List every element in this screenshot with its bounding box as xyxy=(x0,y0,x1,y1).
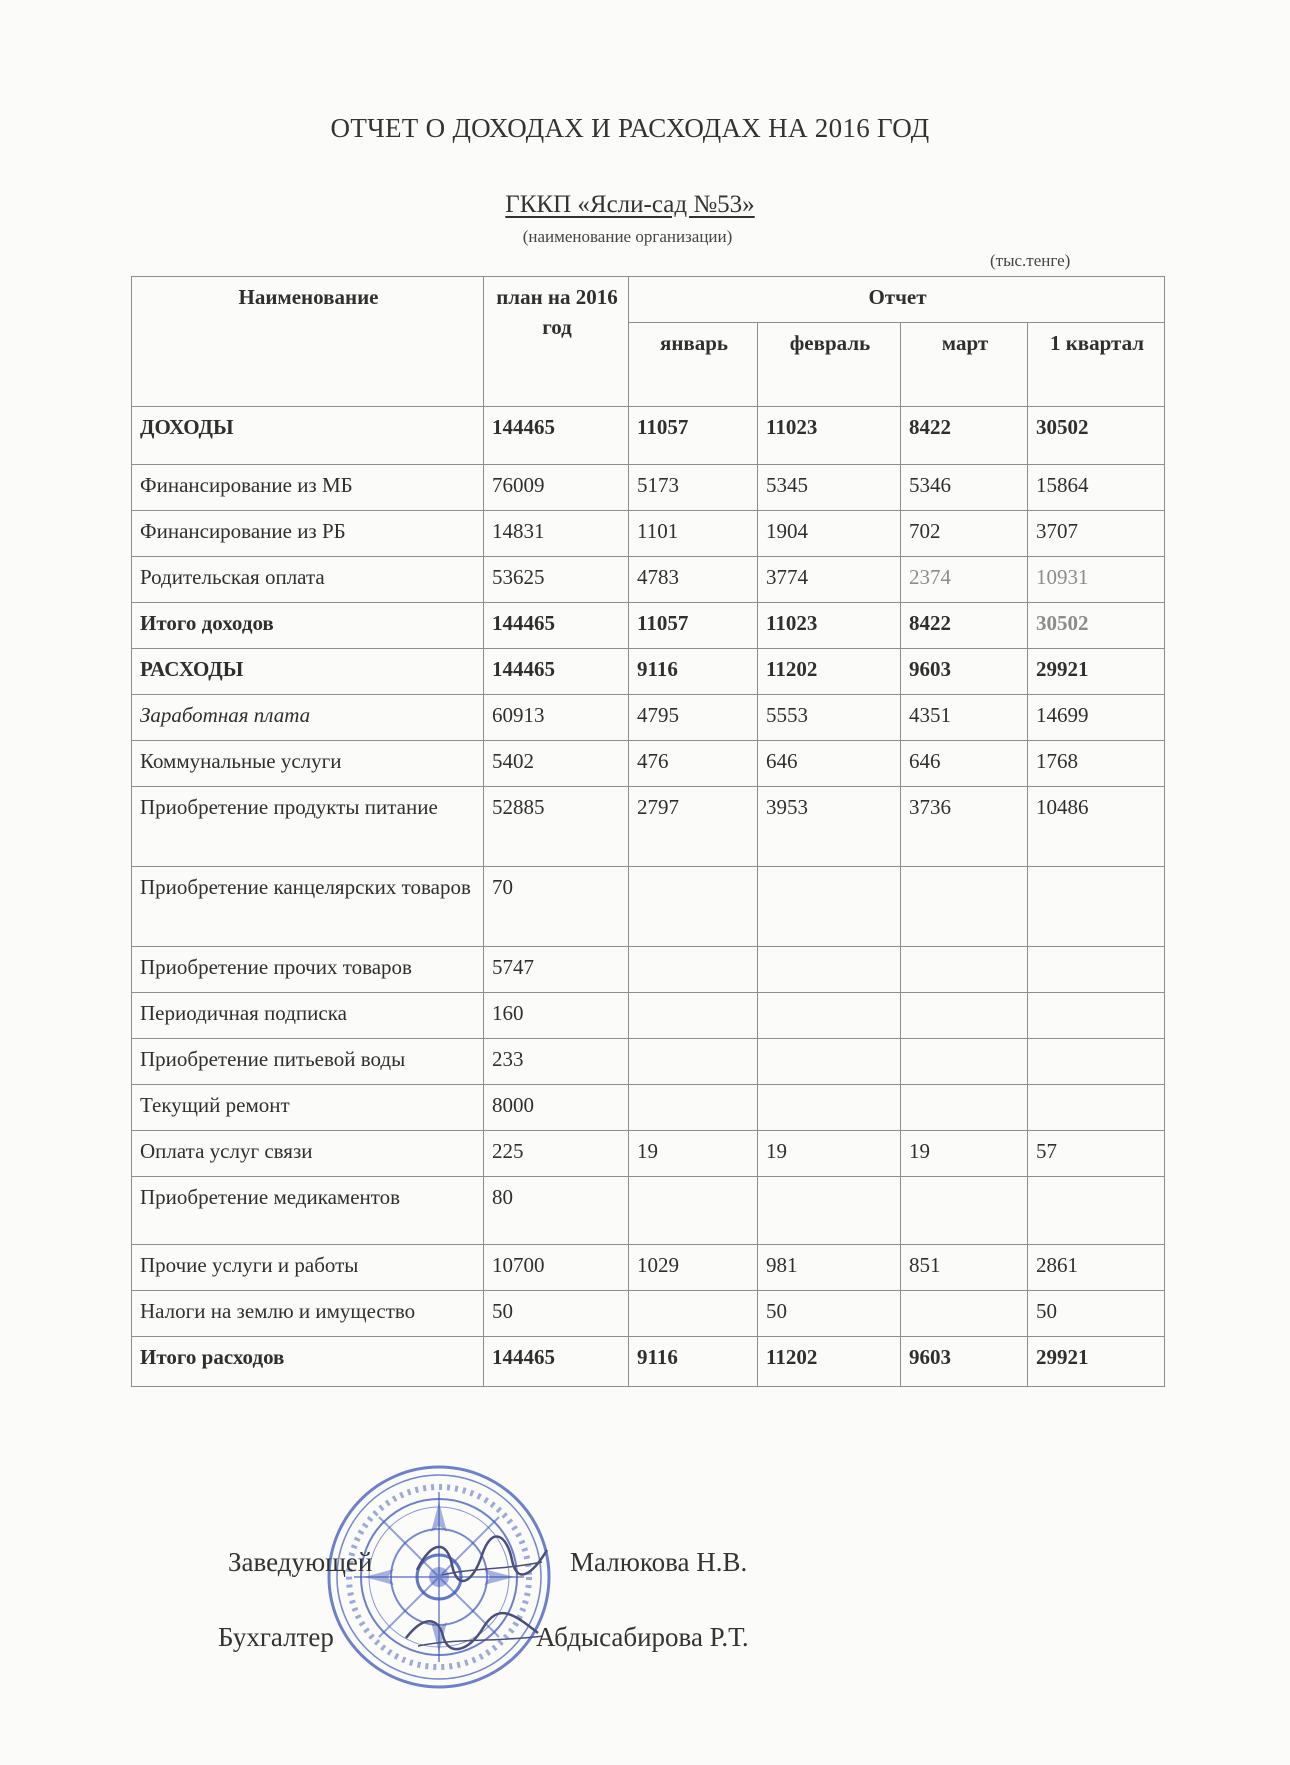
cell-q1: 29921 xyxy=(1028,1337,1165,1387)
cell-jan xyxy=(629,1291,758,1337)
cell-feb: 3953 xyxy=(758,787,901,867)
table-row xyxy=(132,741,1165,787)
cell-mar: 19 xyxy=(901,1131,1028,1177)
cell-name: Текущий ремонт xyxy=(132,1085,484,1131)
cell-feb: 3774 xyxy=(758,557,901,603)
header-feb: февраль xyxy=(758,323,901,407)
table-row xyxy=(132,557,1165,603)
cell-plan: 225 xyxy=(484,1131,629,1177)
cell-jan xyxy=(629,1039,758,1085)
cell-name: Родительская оплата xyxy=(132,557,484,603)
cell-name: Приобретение канцелярских товаров xyxy=(132,867,484,947)
table-row xyxy=(132,1177,1165,1245)
cell-name: РАСХОДЫ xyxy=(132,649,484,695)
cell-mar xyxy=(901,1085,1028,1131)
cell-mar: 4351 xyxy=(901,695,1028,741)
cell-plan: 160 xyxy=(484,993,629,1039)
cell-mar: 3736 xyxy=(901,787,1028,867)
cell-plan: 14831 xyxy=(484,511,629,557)
cell-plan: 52885 xyxy=(484,787,629,867)
cell-jan: 2797 xyxy=(629,787,758,867)
cell-plan: 60913 xyxy=(484,695,629,741)
cell-q1: 30502 xyxy=(1028,603,1165,649)
cell-plan: 10700 xyxy=(484,1245,629,1291)
table-row xyxy=(132,993,1165,1039)
organization-name xyxy=(0,191,1260,219)
accountant-name: Абдысабирова Р.Т. xyxy=(536,1622,749,1652)
table-row xyxy=(132,1085,1165,1131)
cell-name: Итого расходов xyxy=(132,1337,484,1387)
cell-mar xyxy=(901,1039,1028,1085)
cell-jan: 11057 xyxy=(629,407,758,465)
document-title: ОТЧЕТ О ДОХОДАХ И РАСХОДАХ НА 2016 ГОД xyxy=(330,113,930,143)
cell-q1 xyxy=(1028,1085,1165,1131)
cell-mar: 8422 xyxy=(901,407,1028,465)
report-table xyxy=(131,276,1165,1387)
cell-name: Налоги на землю и имущество xyxy=(132,1291,484,1337)
table-row xyxy=(132,1245,1165,1291)
table-row xyxy=(132,867,1165,947)
cell-jan xyxy=(629,1177,758,1245)
cell-mar: 2374 xyxy=(901,557,1028,603)
cell-mar: 5346 xyxy=(901,465,1028,511)
cell-feb: 11023 xyxy=(758,407,901,465)
head-title: Заведующей xyxy=(228,1547,373,1577)
cell-q1 xyxy=(1028,947,1165,993)
cell-feb xyxy=(758,1039,901,1085)
table-row xyxy=(132,649,1165,695)
cell-name: Заработная плата xyxy=(132,695,484,741)
cell-name: Прочие услуги и работы xyxy=(132,1245,484,1291)
cell-plan: 76009 xyxy=(484,465,629,511)
organization-name-text: ГККП «Ясли-сад №53» xyxy=(505,191,755,218)
cell-mar xyxy=(901,993,1028,1039)
cell-plan: 70 xyxy=(484,867,629,947)
table-row xyxy=(132,695,1165,741)
cell-plan: 5747 xyxy=(484,947,629,993)
cell-jan: 19 xyxy=(629,1131,758,1177)
cell-jan xyxy=(629,1085,758,1131)
cell-feb xyxy=(758,1085,901,1131)
cell-q1: 2861 xyxy=(1028,1245,1165,1291)
cell-feb xyxy=(758,1177,901,1245)
table-row xyxy=(132,511,1165,557)
cell-jan xyxy=(629,947,758,993)
cell-feb xyxy=(758,993,901,1039)
table-row xyxy=(132,1291,1165,1337)
cell-q1 xyxy=(1028,1039,1165,1085)
cell-feb: 11023 xyxy=(758,603,901,649)
cell-feb: 5553 xyxy=(758,695,901,741)
cell-q1: 15864 xyxy=(1028,465,1165,511)
cell-plan: 144465 xyxy=(484,407,629,465)
cell-name: Приобретение питьевой воды xyxy=(132,1039,484,1085)
cell-mar: 851 xyxy=(901,1245,1028,1291)
table-row xyxy=(132,1131,1165,1177)
header-q1: 1 квартал xyxy=(1028,323,1165,407)
cell-q1 xyxy=(1028,1177,1165,1245)
cell-q1: 1768 xyxy=(1028,741,1165,787)
cell-name: Приобретение продукты питание xyxy=(132,787,484,867)
head-name: Малюкова Н.В. xyxy=(570,1547,748,1577)
unit-label: (тыс.тенге) xyxy=(990,251,1071,270)
organization-caption: (наименование организации) xyxy=(522,227,733,246)
cell-jan: 476 xyxy=(629,741,758,787)
cell-feb: 11202 xyxy=(758,1337,901,1387)
cell-jan: 9116 xyxy=(629,649,758,695)
cell-mar xyxy=(901,947,1028,993)
cell-mar xyxy=(901,867,1028,947)
header-jan: январь xyxy=(629,323,758,407)
cell-name: Коммунальные услуги xyxy=(132,741,484,787)
header-name: Наименование xyxy=(132,277,484,407)
accountant-signature xyxy=(398,1608,548,1658)
cell-jan: 9116 xyxy=(629,1337,758,1387)
cell-mar: 8422 xyxy=(901,603,1028,649)
cell-jan xyxy=(629,867,758,947)
table-row xyxy=(132,1337,1165,1387)
cell-feb: 5345 xyxy=(758,465,901,511)
cell-q1: 14699 xyxy=(1028,695,1165,741)
table-row xyxy=(132,1039,1165,1085)
cell-feb xyxy=(758,947,901,993)
cell-mar: 702 xyxy=(901,511,1028,557)
table-row xyxy=(132,465,1165,511)
cell-jan: 4795 xyxy=(629,695,758,741)
cell-jan xyxy=(629,993,758,1039)
cell-mar xyxy=(901,1177,1028,1245)
cell-plan: 144465 xyxy=(484,649,629,695)
cell-jan: 4783 xyxy=(629,557,758,603)
cell-q1: 3707 xyxy=(1028,511,1165,557)
cell-name: Оплата услуг связи xyxy=(132,1131,484,1177)
cell-plan: 233 xyxy=(484,1039,629,1085)
cell-mar: 646 xyxy=(901,741,1028,787)
cell-plan: 5402 xyxy=(484,741,629,787)
cell-name: Финансирование из МБ xyxy=(132,465,484,511)
cell-q1: 57 xyxy=(1028,1131,1165,1177)
cell-mar: 9603 xyxy=(901,649,1028,695)
cell-jan: 1101 xyxy=(629,511,758,557)
cell-feb: 50 xyxy=(758,1291,901,1337)
cell-plan: 53625 xyxy=(484,557,629,603)
cell-mar: 9603 xyxy=(901,1337,1028,1387)
cell-feb: 981 xyxy=(758,1245,901,1291)
head-signature xyxy=(412,1530,552,1590)
cell-feb: 19 xyxy=(758,1131,901,1177)
cell-q1: 29921 xyxy=(1028,649,1165,695)
cell-mar xyxy=(901,1291,1028,1337)
cell-feb xyxy=(758,867,901,947)
cell-feb: 646 xyxy=(758,741,901,787)
table-header-row xyxy=(132,277,1165,323)
cell-q1: 10486 xyxy=(1028,787,1165,867)
cell-name: Приобретение медикаментов xyxy=(132,1177,484,1245)
cell-jan: 11057 xyxy=(629,603,758,649)
cell-feb: 11202 xyxy=(758,649,901,695)
cell-plan: 50 xyxy=(484,1291,629,1337)
header-plan: план на 2016 год xyxy=(484,277,629,407)
cell-name: Приобретение прочих товаров xyxy=(132,947,484,993)
cell-name: ДОХОДЫ xyxy=(132,407,484,465)
table-row xyxy=(132,787,1165,867)
cell-jan: 1029 xyxy=(629,1245,758,1291)
cell-plan: 8000 xyxy=(484,1085,629,1131)
table-row xyxy=(132,407,1165,465)
cell-name: Итого доходов xyxy=(132,603,484,649)
cell-q1: 30502 xyxy=(1028,407,1165,465)
cell-plan: 80 xyxy=(484,1177,629,1245)
cell-feb: 1904 xyxy=(758,511,901,557)
cell-jan: 5173 xyxy=(629,465,758,511)
cell-q1: 50 xyxy=(1028,1291,1165,1337)
header-report: Отчет xyxy=(629,277,1165,323)
cell-plan: 144465 xyxy=(484,1337,629,1387)
header-mar: март xyxy=(901,323,1028,407)
cell-q1: 10931 xyxy=(1028,557,1165,603)
cell-name: Периодичная подписка xyxy=(132,993,484,1039)
cell-q1 xyxy=(1028,993,1165,1039)
cell-plan: 144465 xyxy=(484,603,629,649)
cell-name: Финансирование из РБ xyxy=(132,511,484,557)
table-row xyxy=(132,603,1165,649)
table-row xyxy=(132,947,1165,993)
accountant-title: Бухгалтер xyxy=(218,1622,334,1652)
cell-q1 xyxy=(1028,867,1165,947)
